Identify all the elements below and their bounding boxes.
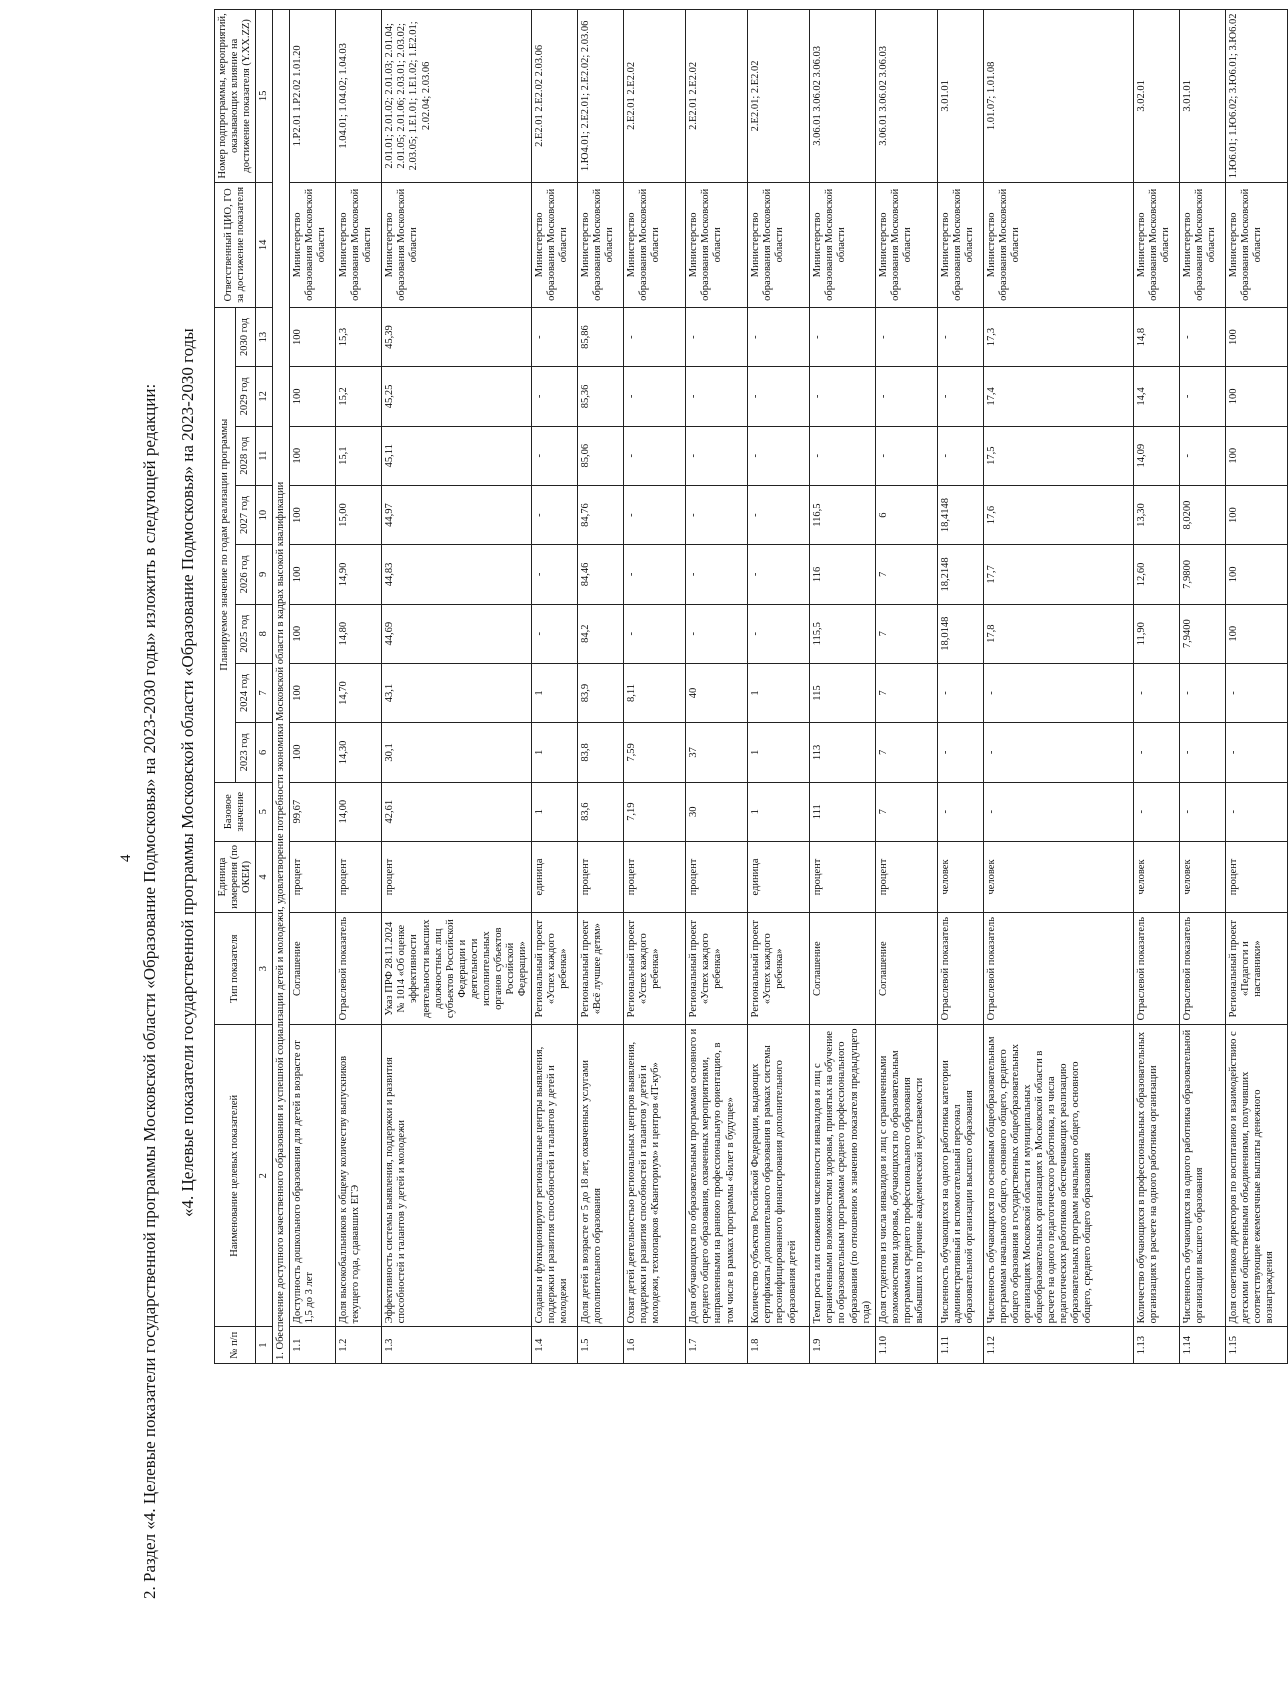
header-planned: Планируемое значение по годам реализации программы [215,307,236,782]
year-value: - [624,604,686,663]
year-value: 115,5 [810,604,875,663]
year-value: 7 [875,545,937,604]
year-value: - [624,367,686,426]
year-value: - [1179,723,1225,782]
year-value: - [624,545,686,604]
subprogram-numbers: 2.Е2.01 2.Е2.02 [686,10,748,183]
responsible: Министерство образования Московской области [686,182,748,307]
year-value: - [1225,723,1287,782]
year-value: 1 [532,663,578,722]
year-value: - [875,426,937,485]
year-value: - [624,426,686,485]
table-body [273,10,1287,1364]
header-subprogram: Номер подпрограммы, мероприятий, оказывающих влияние на достижение показателя (Y.XX.ZZ) [215,10,256,183]
header-year: 2027 год [235,485,256,544]
year-value: - [748,307,810,366]
year-value: 100 [290,367,336,426]
year-value: 100 [1225,307,1287,366]
indicator-type: Соглашение [875,913,937,1025]
table-row [937,10,983,1364]
table-row [875,10,937,1364]
indicator-name: Созданы и функционируют региональные центры выявления, поддержки и развития способностей и талантов у детей и молодежи [532,1025,578,1327]
year-value: 15,00 [336,485,382,544]
year-value: 7,9800 [1179,545,1225,604]
year-value: 115 [810,663,875,722]
indicator-name: Количество обучающихся в профессиональных образовательных организациях в расчете на одного работника организации [1133,1025,1179,1327]
year-value: - [686,367,748,426]
column-number: 12 [256,367,273,426]
unit: процент [336,841,382,912]
year-value: 14,4 [1133,367,1179,426]
indicator-name: Доля высокобалльников к общему количеству выпускников текущего года, сдававших ЕГЭ [336,1025,382,1327]
year-value: 17,4 [983,367,1133,426]
year-value: 11,90 [1133,604,1179,663]
table-row [532,10,578,1364]
responsible: Министерство образования Московской области [336,182,382,307]
subprogram-numbers: 3.01.01 [1179,10,1225,183]
base-value: 1 [532,782,578,841]
year-value: 15,1 [336,426,382,485]
column-number: 1 [256,1327,273,1364]
indicator-name: Эффективность системы выявления, поддержки и развития способностей и талантов у детей и молодежи [382,1025,532,1327]
year-value: - [937,307,983,366]
header-year: 2030 год [235,307,256,366]
row-number: 1.8 [748,1327,810,1364]
year-value: 40 [686,663,748,722]
year-value: 84,2 [578,604,624,663]
year-value: - [1133,723,1179,782]
year-value: 45,25 [382,367,532,426]
indicator-type: Указ ПРФ 28.11.2024 № 1014 «Об оценке эффективности деятельности высших должностных лиц субъектов Российской Федерации и деятельности исполнительных органов субъектов Российской Федерации» [382,913,532,1025]
year-value: 8,11 [624,663,686,722]
year-value: 37 [686,723,748,782]
year-value: - [748,545,810,604]
header-name: Наименование целевых показателей [215,1025,256,1327]
year-value: 100 [1225,367,1287,426]
base-value: 30 [686,782,748,841]
column-number: 10 [256,485,273,544]
indicator-type: Соглашение [290,913,336,1025]
indicator-type: Региональный проект «Успех каждого ребенка» [624,913,686,1025]
column-number: 6 [256,723,273,782]
unit: процент [624,841,686,912]
row-number: 1.10 [875,1327,937,1364]
responsible: Министерство образования Московской области [810,182,875,307]
base-value: 7 [875,782,937,841]
year-value: - [937,663,983,722]
row-number: 1.3 [382,1327,532,1364]
responsible: Министерство образования Московской области [1179,182,1225,307]
base-value: - [937,782,983,841]
indicator-type: Региональный проект «Успех каждого ребенка» [686,913,748,1025]
year-value: 7 [875,663,937,722]
responsible: Министерство образования Московской области [937,182,983,307]
base-value: 111 [810,782,875,841]
year-value: - [532,604,578,663]
column-number: 2 [256,1025,273,1327]
year-value: 14,90 [336,545,382,604]
unit: единица [748,841,810,912]
indicator-name: Численность обучающихся на одного работника образовательной организации высшего образования [1179,1025,1225,1327]
row-number: 1.6 [624,1327,686,1364]
table-row [686,10,748,1364]
year-value: 85,06 [578,426,624,485]
unit: процент [1225,841,1287,912]
year-value: 83,8 [578,723,624,782]
year-value: - [810,426,875,485]
year-value: - [875,367,937,426]
year-value: - [686,604,748,663]
row-number: 1.13 [1133,1327,1179,1364]
year-value: 13,30 [1133,485,1179,544]
responsible: Министерство образования Московской области [532,182,578,307]
indicator-type: Соглашение [810,913,875,1025]
year-value: 17,7 [983,545,1133,604]
year-value: 113 [810,723,875,782]
subprogram-numbers: 3.06.01 3.06.02 3.06.03 [810,10,875,183]
year-value: - [748,485,810,544]
year-value: 85,86 [578,307,624,366]
responsible: Министерство образования Московской области [382,182,532,307]
indicator-name: Доля обучающихся по образовательным программам основного и среднего общего образования, охваченных мероприятиями, направленными на раннюю профессиональную ориентацию, в том числе в рамках программы «Билет в будущее» [686,1025,748,1327]
responsible: Министерство образования Московской области [624,182,686,307]
year-value: 100 [290,485,336,544]
year-value: 84,76 [578,485,624,544]
row-number: 1.12 [983,1327,1133,1364]
year-value: - [1179,367,1225,426]
row-number: 1.7 [686,1327,748,1364]
year-value: 100 [290,604,336,663]
base-value: 83,6 [578,782,624,841]
header-year: 2028 год [235,426,256,485]
responsible: Министерство образования Московской области [578,182,624,307]
column-number: 7 [256,663,273,722]
table-row [748,10,810,1364]
header-year: 2023 год [235,723,256,782]
indicator-name: Доля студентов из числа инвалидов и лиц с ограниченными возможностями здоровья, обучающихся по образовательным программам среднего профессионального образования выбывших по причине академической неуспеваемости [875,1025,937,1327]
year-value: 7,59 [624,723,686,782]
unit: человек [1133,841,1179,912]
section-title: 1. Обеспечение доступного качественного образования и успешной социализации детей и молодежи, удовлетворение потребности экономики Московской области в кадрах высокой квалификации [273,10,290,1364]
indicator-name: Доступность дошкольного образования для детей в возрасте от 1,5 до 3 лет [290,1025,336,1327]
base-value: 99,67 [290,782,336,841]
page-number: 4 [118,854,134,862]
year-value: 45,39 [382,307,532,366]
year-value: 44,83 [382,545,532,604]
responsible: Министерство образования Московской области [875,182,937,307]
subprogram-numbers: 2.Е2.01 2.Е2.02 2.03.06 [532,10,578,183]
year-value: 6 [875,485,937,544]
column-number: 11 [256,426,273,485]
indicator-name: Доля детей в возрасте от 5 до 18 лет, охваченных услугами дополнительного образования [578,1025,624,1327]
table-row [1225,10,1287,1364]
year-value: 12,60 [1133,545,1179,604]
year-value: 1 [748,723,810,782]
year-value: - [1179,663,1225,722]
year-value: 44,69 [382,604,532,663]
year-value: 17,8 [983,604,1133,663]
year-value: - [748,426,810,485]
unit: процент [810,841,875,912]
year-value: 100 [290,723,336,782]
indicator-name: Численность обучающихся по основным общеобразовательным программам начального общего, основного общего, среднего общего образования в государственных общеобразовательных организациях Московской области и муниципальных общеобразовательных организациях в Московской области в расчете на одного педагогического работника, из числа педагогических работников обеспечивающих реализацию образовательных программ начального общего, основного общего, среднего общего образования [983,1025,1133,1327]
year-value: 14,09 [1133,426,1179,485]
year-value: - [624,307,686,366]
year-value: 83,9 [578,663,624,722]
table-row [983,10,1133,1364]
base-value: 7,19 [624,782,686,841]
year-value: 84,46 [578,545,624,604]
header-num: № п/п [215,1327,256,1364]
year-value: - [1179,307,1225,366]
row-number: 1.14 [1179,1327,1225,1364]
unit: человек [983,841,1133,912]
subprogram-numbers: 2.Е2.01; 2.Е2.02 [748,10,810,183]
row-number: 1.11 [937,1327,983,1364]
base-value: - [1225,782,1287,841]
year-value: - [748,604,810,663]
indicator-type: Отраслевой показатель [937,913,983,1025]
indicators-table [214,9,1288,1364]
subprogram-numbers: 2.Е2.01 2.Е2.02 [624,10,686,183]
year-value: 17,5 [983,426,1133,485]
subprogram-numbers: 3.06.01 3.06.02 3.06.03 [875,10,937,183]
year-value: 18,4148 [937,485,983,544]
year-value: - [532,545,578,604]
year-value: - [1133,663,1179,722]
responsible: Министерство образования Московской области [1133,182,1179,307]
indicator-name: Темп роста или снижения численности инвалидов и лиц с ограниченными возможностями здоровья, принятых на обучение по образовательным программам среднего профессионального образования (по отношению к значению показателя предыдущего года) [810,1025,875,1327]
row-number: 1.4 [532,1327,578,1364]
table-row [336,10,382,1364]
header-year: 2026 год [235,545,256,604]
year-value: - [686,545,748,604]
year-value: - [532,307,578,366]
unit: процент [686,841,748,912]
header-type: Тип показателя [215,913,256,1025]
column-number: 13 [256,307,273,366]
year-value: 100 [290,545,336,604]
row-number: 1.9 [810,1327,875,1364]
year-value: 14,70 [336,663,382,722]
indicator-name: Количество субъектов Российской Федерации, выдающих сертификаты дополнительного образования в рамках системы персонифицированного финансирования дополнительного образования детей [748,1025,810,1327]
header-unit: Единица измерения (по ОКЕИ) [215,841,256,912]
unit: единица [532,841,578,912]
year-value: 1 [532,723,578,782]
indicator-type: Региональный проект «Успех каждого ребенка» [532,913,578,1025]
year-value: - [624,485,686,544]
year-value: 100 [290,426,336,485]
base-value: 14,00 [336,782,382,841]
row-number: 1.15 [1225,1327,1287,1364]
year-value: - [686,307,748,366]
year-value: 14,8 [1133,307,1179,366]
year-value: 18,2148 [937,545,983,604]
table-row [290,10,336,1364]
table-row [382,10,532,1364]
year-value: - [875,307,937,366]
year-value: - [810,367,875,426]
indicator-type: Отраслевой показатель [983,913,1133,1025]
column-number: 5 [256,782,273,841]
year-value: 100 [1225,485,1287,544]
responsible: Министерство образования Московской области [748,182,810,307]
row-number: 1.1 [290,1327,336,1364]
column-number: 3 [256,913,273,1025]
column-number: 8 [256,604,273,663]
subprogram-numbers: 3.01.01 [937,10,983,183]
header-year: 2029 год [235,367,256,426]
header-responsible: Ответственный ЦИО, ГО за достижение показателя [215,182,256,307]
responsible: Министерство образования Московской области [1225,182,1287,307]
column-number: 9 [256,545,273,604]
indicator-type: Отраслевой показатель [1133,913,1179,1025]
year-value: 17,3 [983,307,1133,366]
indicator-name: Охват детей деятельностью региональных центров выявления, поддержки и развития способностей и талантов у детей и молодежи, технопарков «Кванториум» и центров «IT-куб» [624,1025,686,1327]
year-value: 17,6 [983,485,1133,544]
year-value: 7 [875,604,937,663]
indicator-name: Доля советников директоров по воспитанию и взаимодействию с детскими общественными объединениями, получивших соответствующие ежемесячные выплаты денежного вознаграждения [1225,1025,1287,1327]
year-value: 85,36 [578,367,624,426]
year-value: - [810,307,875,366]
subprogram-numbers: 1.Р2.01 1.Р2.02 1.01.20 [290,10,336,183]
table-title: «4. Целевые показатели государственной программы Московской области «Образование Подмосковья» на 2023-2030 годы [178,328,197,1217]
year-value: - [937,367,983,426]
year-value: 1 [748,663,810,722]
column-number-row [256,10,273,1364]
indicator-type: Региональный проект «Педагоги и наставники» [1225,913,1287,1025]
year-value: - [937,426,983,485]
year-value: 14,30 [336,723,382,782]
year-value: 100 [290,307,336,366]
year-value: - [532,485,578,544]
column-number: 14 [256,182,273,307]
unit: человек [1179,841,1225,912]
year-value: 45,11 [382,426,532,485]
year-value: 18,0148 [937,604,983,663]
responsible: Министерство образования Московской области [983,182,1133,307]
header-row-1 [215,10,236,1364]
unit: процент [290,841,336,912]
table-row [624,10,686,1364]
year-value: 116 [810,545,875,604]
table-row [578,10,624,1364]
subprogram-numbers: 1.Ю4.01; 2.Е2.01; 2.Е2.02; 2.03.06 [578,10,624,183]
unit: человек [937,841,983,912]
year-value: - [686,485,748,544]
year-value: - [983,723,1133,782]
subprogram-numbers: 1.Ю6.01; 1.Ю6.02; 3.Ю6.01; 3.Ю6.02 [1225,10,1287,183]
year-value: 44,97 [382,485,532,544]
subprogram-numbers: 2.01.01; 2.01.02; 2.01.03; 2.01.04; 2.01.05; 2.01.06; 2.03.01; 2.03.02; 2.03.05; 1.Е1.01; 1.Е1.02; 1.Е2.01; 2.02.04; 2.03.06 [382,10,532,183]
year-value: - [1179,426,1225,485]
intro-text: 2. Раздел «4. Целевые показатели государственной программы Московской области «Образование Подмосковья» на 2023-2030 годы» изложить в следующей редакции: [140,383,159,1599]
unit: процент [382,841,532,912]
year-value: 100 [1225,545,1287,604]
column-number: 15 [256,10,273,183]
table-row [1133,10,1179,1364]
base-value: 42,61 [382,782,532,841]
section-row [273,10,290,1364]
indicator-type: Отраслевой показатель [1179,913,1225,1025]
header-year: 2024 год [235,663,256,722]
subprogram-numbers: 1.04.01; 1.04.02; 1.04.03 [336,10,382,183]
column-number: 4 [256,841,273,912]
indicator-type: Региональный проект «Успех каждого ребенка» [748,913,810,1025]
unit: процент [875,841,937,912]
year-value: 43,1 [382,663,532,722]
row-number: 1.2 [336,1327,382,1364]
year-value: 116,5 [810,485,875,544]
year-value: 15,2 [336,367,382,426]
year-value: 8,0200 [1179,485,1225,544]
base-value: - [983,782,1133,841]
base-value: - [1133,782,1179,841]
year-value: - [983,663,1133,722]
year-value: 30,1 [382,723,532,782]
year-value: 14,80 [336,604,382,663]
header-year: 2025 год [235,604,256,663]
table-row [810,10,875,1364]
subprogram-numbers: 3.02.01 [1133,10,1179,183]
year-value: 15,3 [336,307,382,366]
base-value: - [1179,782,1225,841]
year-value: 100 [1225,426,1287,485]
indicator-type: Региональный проект «Всё лучшее детям» [578,913,624,1025]
unit: процент [578,841,624,912]
base-value: 1 [748,782,810,841]
year-value: 100 [1225,604,1287,663]
subprogram-numbers: 1.01.07; 1.01.08 [983,10,1133,183]
row-number: 1.5 [578,1327,624,1364]
year-value: - [748,367,810,426]
year-value: - [532,426,578,485]
header-base: Базовое значение [215,782,256,841]
indicator-name: Численность обучающихся на одного работника категории административный и вспомогательный персонал образовательной организации высшего образования [937,1025,983,1327]
responsible: Министерство образования Московской области [290,182,336,307]
year-value: - [686,426,748,485]
year-value: 100 [290,663,336,722]
year-value: - [937,723,983,782]
year-value: 7,9400 [1179,604,1225,663]
year-value: 7 [875,723,937,782]
year-value: - [1225,663,1287,722]
table-row [1179,10,1225,1364]
year-value: - [532,367,578,426]
indicator-type: Отраслевой показатель [336,913,382,1025]
